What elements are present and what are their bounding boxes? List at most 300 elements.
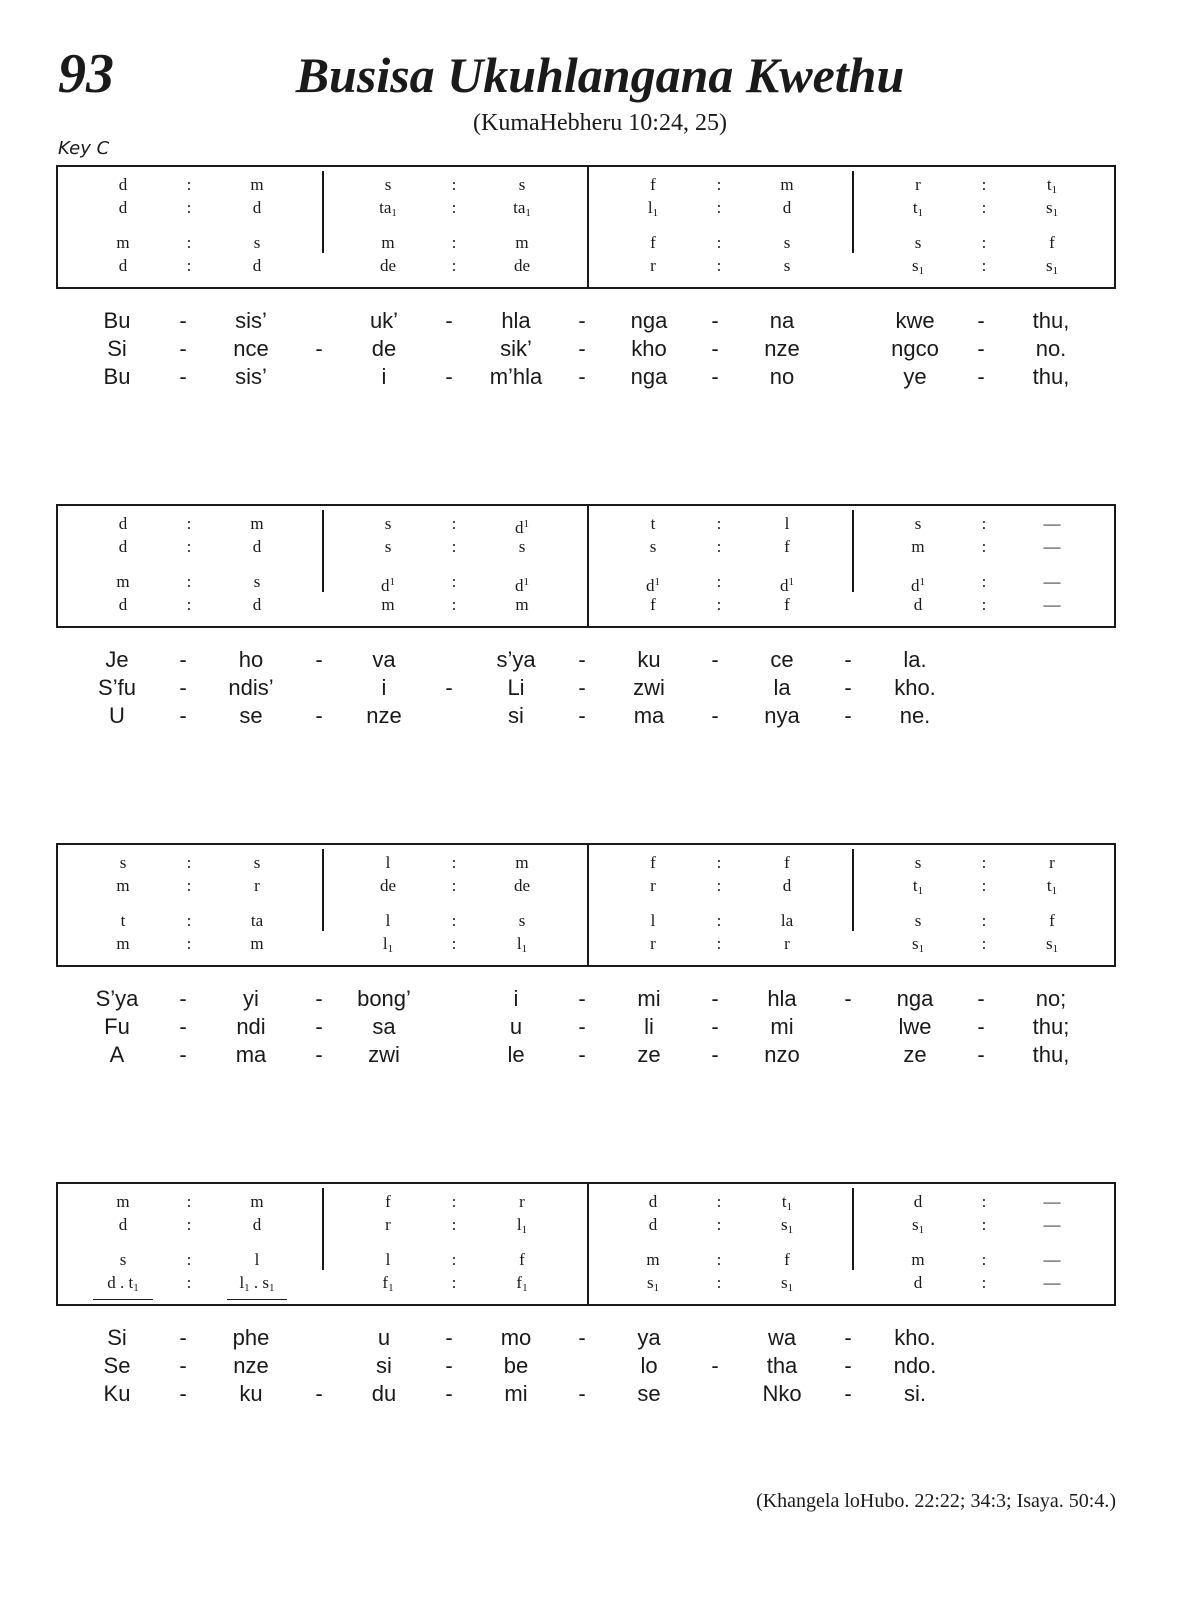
beat-separator: : [186, 595, 192, 614]
lyric-syllable: la. [903, 647, 927, 672]
note: $t_1$ [781, 1192, 793, 1213]
beat-separator: : [981, 537, 987, 556]
note: d [782, 876, 792, 895]
beat-separator: : [981, 1273, 987, 1292]
note: s [253, 853, 261, 872]
lyric-hyphen: - [578, 986, 586, 1011]
lyric-syllable: nzo [764, 1042, 800, 1067]
lyric-syllable: u [509, 1014, 523, 1039]
note: f [650, 175, 656, 194]
note: $d^1$ [515, 518, 529, 537]
note: la [780, 911, 794, 930]
lyric-syllable: thu, [1032, 308, 1070, 333]
note: $s_1$ [911, 1215, 925, 1236]
lyric-hyphen: - [711, 1042, 719, 1067]
beat-separator: : [716, 1192, 722, 1211]
note: r [519, 1192, 525, 1211]
lyric-syllable: m’hla [489, 364, 543, 389]
note: d [913, 1273, 923, 1292]
note: s [783, 233, 791, 252]
note: $s_1$ [911, 256, 925, 277]
lyric-hyphen: - [711, 336, 719, 361]
beat-separator: : [186, 876, 192, 895]
beat-separator: : [716, 934, 722, 953]
lyric-syllable: sa [372, 1014, 396, 1039]
beat-separator: : [981, 1250, 987, 1269]
lyric-syllable: mi [504, 1381, 528, 1406]
lyric-hyphen: - [711, 1353, 719, 1378]
note: s [518, 537, 526, 556]
note: m [250, 1192, 264, 1211]
beat-separator: : [981, 198, 987, 217]
note: m [250, 934, 264, 953]
note: r [650, 934, 656, 953]
lyric-hyphen: - [315, 336, 323, 361]
lyric-syllable: bong’ [357, 986, 411, 1011]
song-title: Busisa Ukuhlangana Kwethu [295, 47, 905, 103]
beat-separator: : [716, 595, 722, 614]
lyric-syllable: Li [507, 675, 525, 700]
note: de [379, 876, 397, 895]
note: l [784, 514, 790, 533]
lyric-syllable: mi [770, 1014, 794, 1039]
lyric-syllable: tha [766, 1353, 798, 1378]
lyric-syllable: nga [896, 986, 934, 1011]
lyric-hyphen: - [445, 1325, 453, 1350]
note: $ta_1$ [513, 198, 531, 219]
music-system-2 [56, 504, 1116, 628]
note: $l_1$ [516, 1215, 528, 1236]
lyric-syllable: si [376, 1353, 392, 1378]
beat-separator: : [186, 514, 192, 533]
note: m [116, 233, 130, 252]
lyric-syllable: se [637, 1381, 661, 1406]
note: de [513, 876, 531, 895]
lyric-hyphen: - [445, 1381, 453, 1406]
beat-separator: : [981, 256, 987, 275]
note: $s_1$ [1045, 198, 1059, 219]
note: m [515, 853, 529, 872]
note: f [784, 595, 790, 614]
song-number: 93 [58, 43, 114, 105]
beat-separator: : [716, 256, 722, 275]
note: $t_1$ [1046, 876, 1058, 897]
beat-separator: : [451, 198, 457, 217]
lyric-syllable: lwe [898, 1014, 932, 1039]
lyric-hyphen: - [711, 1014, 719, 1039]
beat-separator: : [451, 876, 457, 895]
note: f [650, 233, 656, 252]
note: d [118, 595, 128, 614]
lyric-hyphen: - [977, 336, 985, 361]
lyric-hyphen: - [977, 1014, 985, 1039]
beat-separator: : [716, 1215, 722, 1234]
note: m [116, 934, 130, 953]
beat-separator: : [981, 853, 987, 872]
note: ta [250, 911, 264, 930]
note: f [784, 1250, 790, 1269]
note: d [252, 595, 262, 614]
lyric-syllable: zwi [633, 675, 665, 700]
note: m [515, 595, 529, 614]
beat-separator: : [186, 934, 192, 953]
note: f [1049, 233, 1055, 252]
lyric-hyphen: - [977, 364, 985, 389]
lyric-syllable: kho. [894, 675, 936, 700]
lyric-hyphen: - [179, 1014, 187, 1039]
lyric-hyphen: - [315, 1014, 323, 1039]
note: d [252, 537, 262, 556]
scripture-reference: (KumaHebheru 10:24, 25) [473, 110, 727, 136]
lyric-syllable: du [371, 1381, 397, 1406]
note: s [384, 514, 392, 533]
lyric-syllable: se [239, 703, 263, 728]
lyric-hyphen: - [578, 703, 586, 728]
note: d [252, 256, 262, 275]
music-system-4 [56, 1182, 1116, 1306]
lyric-syllable: li [644, 1014, 654, 1039]
beat-separator: : [451, 514, 457, 533]
note: s [384, 175, 392, 194]
lyric-hyphen: - [179, 1381, 187, 1406]
note: r [254, 876, 260, 895]
note: f [650, 595, 656, 614]
bar-line [322, 1188, 324, 1270]
lyric-syllable: ku [637, 647, 661, 672]
lyric-syllable: Se [103, 1353, 131, 1378]
note: $t_1$ [1046, 175, 1058, 196]
lyric-syllable: u [377, 1325, 391, 1350]
note: d [648, 1192, 658, 1211]
beat-separator: : [716, 911, 722, 930]
note: m [381, 595, 395, 614]
beat-separator: : [451, 233, 457, 252]
note: l [650, 911, 656, 930]
beat-separator: : [186, 256, 192, 275]
note: m [515, 233, 529, 252]
beat-separator: : [186, 911, 192, 930]
lyric-hyphen: - [977, 1042, 985, 1067]
lyric-syllable: no; [1035, 986, 1067, 1011]
lyric-syllable: nze [233, 1353, 269, 1378]
lyric-hyphen: - [711, 647, 719, 672]
beat-separator: : [716, 514, 722, 533]
lyric-hyphen: - [578, 364, 586, 389]
lyric-syllable: ho [238, 647, 264, 672]
note: $l_1$ [516, 934, 528, 955]
lyric-syllable: i [513, 986, 519, 1011]
lyric-hyphen: - [977, 308, 985, 333]
note: f [784, 853, 790, 872]
lyric-syllable: ngco [891, 336, 939, 361]
note: r [915, 175, 921, 194]
note: d . $t_1$ [93, 1273, 153, 1300]
lyric-syllable: S’ya [95, 986, 139, 1011]
note: l [385, 911, 391, 930]
beat-separator: : [186, 1273, 192, 1292]
note: f [519, 1250, 525, 1269]
note: — [1043, 595, 1061, 614]
beat-separator: : [716, 853, 722, 872]
lyric-syllable: Je [105, 647, 129, 672]
note: s [783, 256, 791, 275]
note: m [250, 514, 264, 533]
note: s [914, 853, 922, 872]
note: d [913, 1192, 923, 1211]
lyric-hyphen: - [445, 1353, 453, 1378]
lyric-hyphen: - [844, 647, 852, 672]
note: $f_1$ [516, 1273, 528, 1294]
lyric-hyphen: - [179, 1042, 187, 1067]
lyric-syllable: sik’ [500, 336, 532, 361]
beat-separator: : [451, 537, 457, 556]
bar-line [852, 1188, 854, 1270]
note: s [253, 233, 261, 252]
lyric-hyphen: - [578, 308, 586, 333]
lyric-syllable: nya [764, 703, 800, 728]
lyric-syllable: Si [107, 1325, 127, 1350]
beat-separator: : [186, 233, 192, 252]
bar-line [587, 1184, 589, 1304]
lyric-syllable: sis’ [235, 308, 267, 333]
lyric-syllable: na [769, 308, 795, 333]
note: — [1043, 1250, 1061, 1269]
note: m [381, 233, 395, 252]
beat-separator: : [716, 537, 722, 556]
beat-separator: : [716, 175, 722, 194]
lyric-syllable: ce [770, 647, 794, 672]
lyric-hyphen: - [578, 1014, 586, 1039]
note: $ta_1$ [379, 198, 397, 219]
note: — [1043, 1215, 1061, 1234]
lyric-syllable: ndis’ [228, 675, 274, 700]
beat-separator: : [981, 175, 987, 194]
note: s [914, 911, 922, 930]
lyric-hyphen: - [977, 986, 985, 1011]
note: d [118, 537, 128, 556]
lyric-hyphen: - [315, 703, 323, 728]
note: r [1049, 853, 1055, 872]
lyric-hyphen: - [179, 308, 187, 333]
lyric-hyphen: - [844, 1353, 852, 1378]
beat-separator: : [451, 911, 457, 930]
lyric-syllable: Nko [762, 1381, 802, 1406]
lyric-syllable: ndo. [893, 1353, 937, 1378]
note: $t_1$ [912, 876, 924, 897]
note: $l_1$ . $s_1$ [227, 1273, 287, 1300]
lyric-syllable: A [109, 1042, 125, 1067]
note: f [784, 537, 790, 556]
note: $s_1$ [911, 934, 925, 955]
note: f [1049, 911, 1055, 930]
lyric-syllable: ze [637, 1042, 661, 1067]
bar-line [587, 845, 589, 965]
lyric-syllable: ma [235, 1042, 267, 1067]
lyric-syllable: ya [637, 1325, 661, 1350]
lyric-hyphen: - [711, 703, 719, 728]
beat-separator: : [186, 572, 192, 591]
beat-separator: : [451, 853, 457, 872]
note: m [911, 537, 925, 556]
lyric-hyphen: - [844, 986, 852, 1011]
lyric-syllable: kwe [895, 308, 935, 333]
bar-line [852, 171, 854, 253]
music-system-3 [56, 843, 1116, 967]
beat-separator: : [451, 934, 457, 953]
note: $s_1$ [646, 1273, 660, 1294]
note: s [384, 537, 392, 556]
lyric-syllable: ku [239, 1381, 263, 1406]
lyric-syllable: si. [904, 1381, 926, 1406]
lyric-syllable: nze [366, 703, 402, 728]
note: s [914, 514, 922, 533]
beat-separator: : [716, 876, 722, 895]
beat-separator: : [186, 1250, 192, 1269]
beat-separator: : [981, 934, 987, 953]
note: d [118, 256, 128, 275]
note: d [252, 1215, 262, 1234]
beat-separator: : [981, 233, 987, 252]
note: f [385, 1192, 391, 1211]
lyric-hyphen: - [179, 336, 187, 361]
note: $d^1$ [911, 576, 925, 595]
note: — [1043, 537, 1061, 556]
note: l [385, 853, 391, 872]
lyric-syllable: mo [500, 1325, 532, 1350]
lyric-syllable: zwi [368, 1042, 400, 1067]
lyric-syllable: S’fu [98, 675, 136, 700]
lyric-hyphen: - [179, 986, 187, 1011]
beat-separator: : [451, 1250, 457, 1269]
lyric-hyphen: - [315, 1042, 323, 1067]
bar-line [322, 510, 324, 592]
lyric-syllable: sis’ [235, 364, 267, 389]
lyric-hyphen: - [179, 364, 187, 389]
beat-separator: : [981, 595, 987, 614]
lyric-hyphen: - [179, 1325, 187, 1350]
lyric-syllable: mi [637, 986, 661, 1011]
lyric-syllable: Ku [103, 1381, 131, 1406]
beat-separator: : [451, 1215, 457, 1234]
beat-separator: : [451, 1192, 457, 1211]
note: m [116, 1192, 130, 1211]
lyric-hyphen: - [578, 1325, 586, 1350]
beat-separator: : [981, 911, 987, 930]
lyric-syllable: de [371, 336, 397, 361]
note: t [650, 514, 656, 533]
footer-references: (Khangela loHubo. 22:22; 34:3; Isaya. 50:4.) [756, 1490, 1116, 1512]
note: s [518, 175, 526, 194]
lyric-syllable: thu, [1032, 1042, 1070, 1067]
lyric-syllable: i [381, 675, 387, 700]
note: d [118, 514, 128, 533]
beat-separator: : [451, 572, 457, 591]
lyric-syllable: wa [767, 1325, 797, 1350]
note: d [782, 198, 792, 217]
lyric-syllable: nga [630, 364, 668, 389]
note: — [1043, 1192, 1061, 1211]
lyric-syllable: no. [1035, 336, 1067, 361]
lyric-hyphen: - [179, 647, 187, 672]
note: s [119, 1250, 127, 1269]
note: r [385, 1215, 391, 1234]
beat-separator: : [451, 595, 457, 614]
note: m [116, 572, 130, 591]
key-signature: Key C [58, 138, 110, 159]
lyric-hyphen: - [578, 1381, 586, 1406]
lyric-syllable: hla [501, 308, 531, 333]
note: d [118, 198, 128, 217]
beat-separator: : [981, 1215, 987, 1234]
beat-separator: : [716, 198, 722, 217]
lyric-hyphen: - [711, 308, 719, 333]
lyric-syllable: uk’ [369, 308, 399, 333]
lyric-hyphen: - [179, 675, 187, 700]
note: t [120, 911, 126, 930]
lyric-syllable: Bu [103, 364, 131, 389]
lyric-hyphen: - [445, 675, 453, 700]
lyric-hyphen: - [578, 675, 586, 700]
note: $d^1$ [646, 576, 660, 595]
lyric-hyphen: - [711, 364, 719, 389]
lyric-hyphen: - [445, 308, 453, 333]
note: m [116, 876, 130, 895]
note: de [379, 256, 397, 275]
lyric-hyphen: - [844, 703, 852, 728]
lyric-syllable: yi [243, 986, 259, 1011]
beat-separator: : [716, 1250, 722, 1269]
lyric-hyphen: - [578, 647, 586, 672]
lyric-syllable: Si [107, 336, 127, 361]
note: d [648, 1215, 658, 1234]
lyric-hyphen: - [315, 647, 323, 672]
beat-separator: : [186, 175, 192, 194]
beat-separator: : [186, 1192, 192, 1211]
note: $f_1$ [382, 1273, 394, 1294]
lyric-syllable: lo [640, 1353, 658, 1378]
note: m [250, 175, 264, 194]
note: s [914, 233, 922, 252]
note: — [1043, 1273, 1061, 1292]
lyric-hyphen: - [711, 986, 719, 1011]
beat-separator: : [186, 853, 192, 872]
beat-separator: : [716, 233, 722, 252]
music-system-1 [56, 165, 1116, 289]
note: m [646, 1250, 660, 1269]
lyric-hyphen: - [844, 675, 852, 700]
beat-separator: : [981, 572, 987, 591]
lyric-hyphen: - [315, 986, 323, 1011]
lyric-syllable: no [769, 364, 795, 389]
lyric-syllable: ma [633, 703, 665, 728]
note: m [911, 1250, 925, 1269]
note: l [385, 1250, 391, 1269]
beat-separator: : [716, 1273, 722, 1292]
lyric-syllable: Fu [104, 1014, 130, 1039]
bar-line [322, 849, 324, 931]
lyric-hyphen: - [179, 703, 187, 728]
note: r [650, 256, 656, 275]
beat-separator: : [186, 537, 192, 556]
note: d [118, 1215, 128, 1234]
note: $s_1$ [780, 1215, 794, 1236]
note: f [650, 853, 656, 872]
lyric-syllable: nga [630, 308, 668, 333]
lyric-syllable: phe [232, 1325, 270, 1350]
note: — [1043, 514, 1061, 533]
note: d [252, 198, 262, 217]
lyric-syllable: si [508, 703, 524, 728]
